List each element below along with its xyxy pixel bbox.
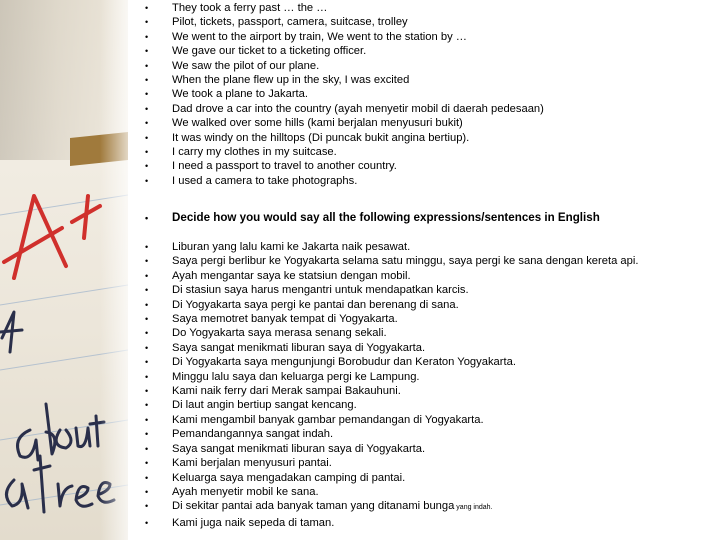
list-item	[140, 44, 544, 58]
list-item-text: Kami berjalan menyusuri pantai.	[172, 457, 332, 470]
bullet: •	[145, 371, 149, 382]
list-item	[140, 116, 544, 130]
heading-text: Decide how you would say all the following expressions/sentences in English	[172, 211, 600, 224]
bullet: •	[145, 213, 149, 223]
photo-fade	[100, 0, 128, 540]
bullet: •	[145, 103, 149, 114]
list-item	[140, 174, 544, 188]
list-item	[140, 341, 638, 355]
bullet: •	[145, 342, 149, 353]
bullet: •	[145, 314, 149, 325]
list-item	[140, 398, 638, 412]
bullet: •	[145, 242, 149, 252]
list-item-text: We walked over some hills (kami berjalan menyusuri bukit)	[172, 117, 463, 130]
list-item-text: We gave our ticket to a ticketing officer.	[172, 45, 367, 58]
list-item-text: We took a plane to Jakarta.	[172, 88, 308, 101]
list-item	[140, 15, 544, 29]
bullet: •	[145, 60, 149, 71]
slide-content	[140, 0, 720, 540]
list-item	[140, 499, 638, 515]
bullet: •	[145, 3, 149, 13]
bullet: •	[145, 161, 149, 172]
bullet: •	[145, 414, 149, 425]
grade-mark	[4, 196, 100, 278]
list-item-text: It was windy on the hilltops (Di puncak bukit angina bertiup).	[172, 131, 470, 144]
list-item-text: Dad drove a car into the country (ayah menyetir mobil di daerah pedesaan)	[172, 102, 544, 115]
list-item-text: Ayah menyetir mobil ke sana.	[172, 485, 319, 498]
list-item	[140, 145, 544, 159]
bullet: •	[145, 118, 149, 129]
bullet: •	[145, 89, 149, 100]
instruction-heading-list	[140, 211, 600, 225]
bullet: •	[145, 270, 149, 281]
list-item	[140, 471, 638, 485]
bullet: •	[145, 443, 149, 454]
list-item	[140, 326, 638, 340]
bullet: •	[145, 357, 149, 368]
list-item	[140, 413, 638, 427]
list-item-text: We saw the pilot of our plane.	[172, 59, 320, 72]
translation-sentence-list	[140, 240, 638, 530]
list-item-small-suffix: yang indah.	[454, 504, 493, 512]
list-item-text: Kami naik ferry dari Merak sampai Bakauhuni.	[172, 385, 401, 398]
bullet: •	[145, 147, 149, 158]
list-item	[140, 30, 544, 44]
list-item-text: Saya pergi berlibur ke Yogyakarta selama satu minggu, saya pergi ke sana dengan kereta api.	[172, 255, 639, 268]
instruction-heading	[140, 211, 600, 225]
decorative-photo	[0, 0, 128, 540]
bullet: •	[145, 299, 149, 310]
list-item-text: Liburan yang lalu kami ke Jakarta naik pesawat.	[172, 241, 411, 253]
list-item-text: Minggu lalu saya dan keluarga pergi ke Lampung.	[172, 370, 420, 383]
bullet: •	[145, 400, 149, 411]
bullet: •	[145, 517, 149, 528]
list-item-text: Ayah mengantar saya ke statsiun dengan mobil.	[172, 269, 411, 282]
bullet: •	[145, 429, 149, 440]
list-item	[140, 254, 638, 268]
bullet: •	[145, 132, 149, 143]
list-item	[140, 456, 638, 470]
list-item	[140, 355, 638, 369]
bullet: •	[145, 46, 149, 57]
list-item-text: When the plane flew up in the sky, I was excited	[172, 74, 410, 87]
list-item-text: Kami mengambil banyak gambar pemandangan di Yogyakarta.	[172, 413, 484, 426]
list-item	[140, 298, 638, 312]
list-item-text: Do Yogyakarta saya merasa senang sekali.	[172, 327, 387, 340]
list-item-text: I need a passport to travel to another country.	[172, 160, 397, 173]
list-item-text: I used a camera to take photographs.	[172, 174, 358, 187]
list-item	[140, 159, 544, 173]
list-item	[140, 73, 544, 87]
bullet: •	[145, 256, 149, 267]
list-item-text: Saya memotret banyak tempat di Yogyakarta.	[172, 313, 398, 326]
list-item	[140, 516, 638, 530]
list-item	[140, 240, 638, 254]
bullet: •	[145, 175, 149, 186]
list-item	[140, 102, 544, 116]
list-item-text: Di laut angin bertiup sangat kencang.	[172, 399, 357, 412]
list-item-text: Pilot, tickets, passport, camera, suitcase, trolley	[172, 16, 408, 29]
bullet: •	[145, 458, 149, 469]
list-item	[140, 269, 638, 283]
bullet: •	[145, 501, 149, 512]
handwriting-lines	[0, 312, 114, 512]
list-item-text: Saya sangat menikmati liburan saya di Yogyakarta.	[172, 341, 426, 354]
bullet: •	[145, 285, 149, 296]
list-item	[140, 427, 638, 441]
list-item	[140, 485, 638, 499]
list-item-text: Pemandangannya sangat indah.	[172, 428, 334, 441]
bullet: •	[145, 75, 149, 86]
list-item-text: Kami juga naik sepeda di taman.	[172, 516, 335, 529]
bullet: •	[145, 472, 149, 483]
list-item-text: Di sekitar pantai ada banyak taman yang ditanami bunga	[172, 500, 455, 513]
list-item-text: Di Yogyakarta saya mengunjungi Borobudur dan Keraton Yogyakarta.	[172, 356, 516, 369]
list-item-text: Di Yogyakarta saya pergi ke pantai dan berenang di sana.	[172, 298, 459, 311]
list-item	[140, 370, 638, 384]
bullet: •	[145, 17, 149, 28]
list-item	[140, 87, 544, 101]
bullet: •	[145, 31, 149, 42]
list-item	[140, 283, 638, 297]
list-item-text: We went to the airport by train, We went to the station by …	[172, 30, 467, 43]
list-item-text: I carry my clothes in my suitcase.	[172, 146, 337, 159]
list-item	[140, 312, 638, 326]
bullet: •	[145, 486, 149, 497]
list-item	[140, 131, 544, 145]
bullet: •	[145, 328, 149, 339]
list-item	[140, 384, 638, 398]
vocabulary-sentence-list	[140, 1, 544, 188]
list-item-text: Di stasiun saya harus mengantri untuk mendapatkan karcis.	[172, 284, 469, 297]
list-item	[140, 59, 544, 73]
list-item-text: They took a ferry past … the …	[172, 2, 328, 14]
list-item	[140, 442, 638, 456]
list-item	[140, 1, 544, 15]
list-item-text: Saya sangat menikmati liburan saya di Yogyakarta.	[172, 442, 426, 455]
bullet: •	[145, 386, 149, 397]
list-item-text: Keluarga saya mengadakan camping di pantai.	[172, 471, 406, 484]
